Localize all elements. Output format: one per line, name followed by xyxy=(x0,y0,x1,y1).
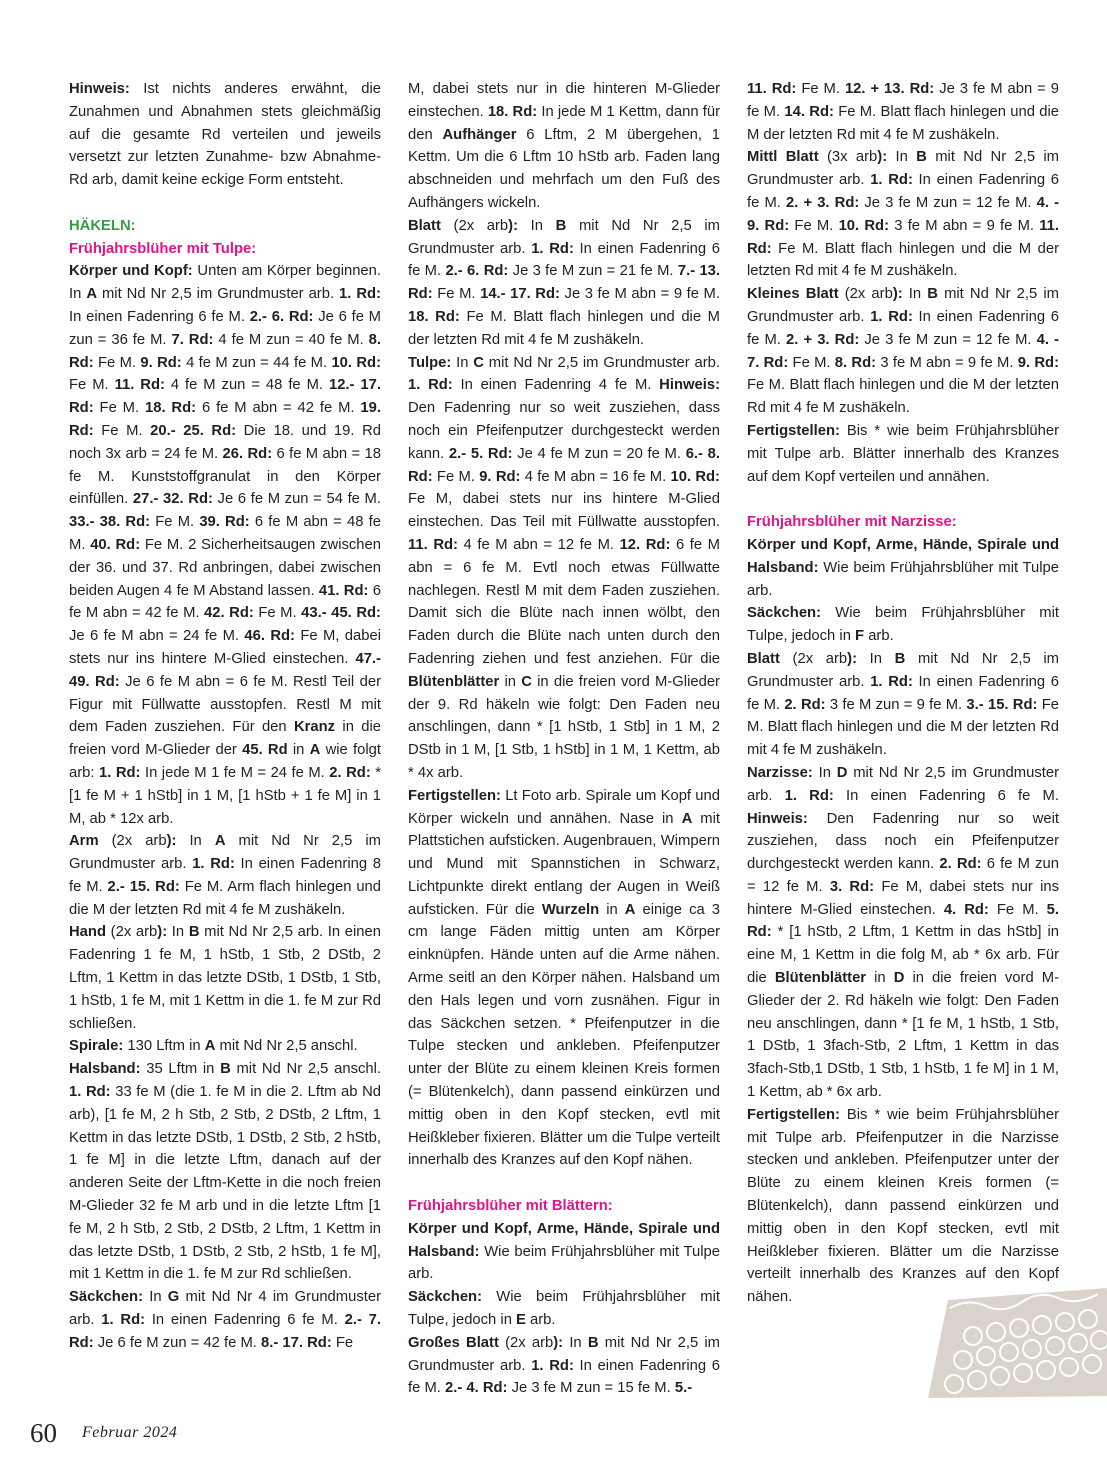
paragraph: Frühjahrsblüher mit Narzisse: xyxy=(747,514,957,531)
lace-decoration xyxy=(928,1288,1107,1398)
paragraph: Halsband: 35 Lftm in B mit Nd Nr 2,5 anschl. 1. Rd: 33 fe M (die 1. fe M in die 2. Lftm ab Nd arb), [1 fe M, 2 h Stb, 2 Stb, 2 DStb, 2 Lftm, 1 Kettm in das letzte DStb, 1 DStb, 2 Stb, 2 hStb, 1 fe M] in die letzte Lftm, danach auf der anderen Seite der Lftm-Kette in die noch freien M-Glieder 32 fe M arb und in die letzte Lftm [1 fe M, 2 h Stb, 2 Stb, 2 DStb, 2 Lftm, 1 Kettm in das letzte DStb, 1 DStb, 2 Stb, 2 hStb, 1 fe M], mit 1 Kettm in die 1. fe M zur Rd schließen. xyxy=(69,1061,381,1283)
paragraph: Fertigstellen: Bis * wie beim Frühjahrsblüher mit Tulpe arb. Blätter innerhalb des Kranzes auf dem Kopf verteilen und annähen. xyxy=(747,422,1059,485)
paragraph: Tulpe: In C mit Nd Nr 2,5 im Grundmuster arb. 1. Rd: In einen Fadenring 4 fe M. Hinweis: Den Fadenring nur so weit zusziehen, dass noch ein Pfeifenputzer durchgesteckt werden kann. 2.- 5. Rd: Je 4 fe M zun = 20 fe M. 6.- 8. Rd: Fe M. 9. Rd: 4 fe M abn = 16 fe M. 10. Rd: Fe M, dabei stets nur ins hintere M-Glied einstechen. Das Teil mit Füllwatte ausstopfen. 11. Rd: 4 fe M abn = 12 fe M. 12. Rd: 6 fe M abn = 6 fe M. Evtl noch etwas Füllwatte nachlegen. Restl M mit dem Faden zusziehen. Damit sich die Blüte nach innen wölbt, den Faden durch die Blüte nach unten durch den Fadenring ziehen und fest anziehen. Für die Blütenblätter in C in die freien vord M-Glieder der 9. Rd häkeln wie folgt: Den Faden neu anschlingen, dann * [1 hStb, 1 Stb] in 1 M, 2 DStb in 1 M, [1 Stb, 1 hStb] in 1 M, 1 Kettm, ab * 4x arb. xyxy=(408,354,720,781)
text-column-3 xyxy=(747,78,1059,1309)
paragraph: Hinweis: Ist nichts anderes erwähnt, die Zunahmen und Abnahmen stets gleichmäßig auf die gesamte Rd verteilen und jeweils versetzt zur letzten Zunahme- bzw Abnahme-Rd arb, damit keine eckige Form entsteht. xyxy=(69,81,381,189)
paragraph: Fertigstellen: Lt Foto arb. Spirale um Kopf und Körper wickeln und annähen. Nase in A mit Plattstichen aufsticken. Augenbrauen, Wimpern und Mund mit Spannstichen in Schwarz, Lichtpunkte direkt entlang der Augen in Weiß aufsticken. Für die Wurzeln in A einige ca 3 cm lange Fäden mittig unten am Körper einknüpfen. Hände unten auf die Arme nähen. Arme seitl an den Körper nähen. Halsband um den Hals legen und vorn zusnähen. Figur in das Säckchen setzen. * Pfeifenputzer in die Tulpe stecken und ankleben. Pfeifenputzer unter der Blüte zu einem kleinen Kreis formen (= Blütenkelch), dann passend einkürzen und mittig oben in den Kopf stecken, evtl mit Heißkleber fixieren. Blätter um die Tulpe verteilt innerhalb des Kranzes auf den Kopf nähen. xyxy=(408,787,721,1169)
paragraph: HÄKELN: xyxy=(69,217,136,234)
paragraph: Frühjahrsblüher mit Tulpe: xyxy=(69,240,257,257)
paragraph: 11. Rd: Fe M. 12. + 13. Rd: Je 3 fe M abn = 9 fe M. 14. Rd: Fe M. Blatt flach hinlegen und die M der letzten Rd mit 4 fe M zushäkeln. xyxy=(747,81,1059,143)
paragraph: Frühjahrsblüher mit Blättern: xyxy=(408,1198,613,1215)
paragraph: Hand (2x arb): In B mit Nd Nr 2,5 arb. In einen Fadenring 1 fe M, 1 hStb, 1 Stb, 2 DStb, 2 Lftm, 1 Kettm in das letzte DStb, 1 DStb, 1 Stb, 1 hStb, 1 fe M, mit 1 Kettm in die 1. fe M zur Rd schließen. xyxy=(69,924,382,1032)
paragraph: Körper und Kopf, Arme, Hände, Spirale und Halsband: Wie beim Frühjahrsblüher mit Tulpe arb. xyxy=(408,1220,720,1283)
paragraph: Mittl Blatt (3x arb): In B mit Nd Nr 2,5 im Grundmuster arb. 1. Rd: In einen Fadenring 6 fe M. 2. + 3. Rd: Je 3 fe M zun = 12 fe M. 4. - 9. Rd: Fe M. 10. Rd: 3 fe M abn = 9 fe M. 11. Rd: Fe M. Blatt flach hinlegen und die M der letzten Rd mit 4 fe M zushäkeln. xyxy=(747,149,1060,280)
paragraph: M, dabei stets nur in die hinteren M-Glieder einstechen. 18. Rd: In jede M 1 Kettm, dann für den Aufhänger 6 Lftm, 2 M übergehen, 1 Kettm. Um die 6 Lftm 10 hStb arb. Faden lang abschneiden und mehrfach um den Fuß des Aufhängers wickeln. xyxy=(408,81,721,211)
paragraph: Blatt (2x arb): In B mit Nd Nr 2,5 im Grundmuster arb. 1. Rd: In einen Fadenring 6 fe M. 2.- 6. Rd: Je 3 fe M zun = 21 fe M. 7.- 13. Rd: Fe M. 14.- 17. Rd: Je 3 fe M abn = 9 fe M. 18. Rd: Fe M. Blatt flach hinlegen und die M der letzten Rd mit 4 fe M zushäkeln. xyxy=(408,217,721,348)
paragraph: Großes Blatt (2x arb): In B mit Nd Nr 2,5 im Grundmuster arb. 1. Rd: In einen Fadenring 6 fe M. 2.- 4. Rd: Je 3 fe M zun = 15 fe M. 5.- xyxy=(408,1334,720,1397)
paragraph: Spirale: 130 Lftm in A mit Nd Nr 2,5 anschl. xyxy=(69,1038,358,1055)
issue-date: Februar 2024 xyxy=(82,1424,178,1441)
page-number: 60 xyxy=(30,1418,57,1448)
paragraph: Arm (2x arb): In A mit Nd Nr 2,5 im Grundmuster arb. 1. Rd: In einen Fadenring 8 fe M. 2.- 15. Rd: Fe M. Arm flach hinlegen und die M der letzten Rd mit 4 fe M zushäkeln. xyxy=(69,833,382,918)
paragraph: Körper und Kopf, Arme, Hände, Spirale und Halsband: Wie beim Frühjahrsblüher mit Tulpe arb. xyxy=(747,536,1059,599)
paragraph: Blatt (2x arb): In B mit Nd Nr 2,5 im Grundmuster arb. 1. Rd: In einen Fadenring 6 fe M. 2. Rd: 3 fe M zun = 9 fe M. 3.- 15. Rd: Fe M. Blatt flach hinlegen und die M der letzten Rd mit 4 fe M zushäkeln. xyxy=(747,650,1060,759)
paragraph: Fertigstellen: Bis * wie beim Frühjahrsblüher mit Tulpe arb. Pfeifenputzer in die Narzisse stecken und ankleben. Pfeifenputzer unter der Blüte zu einem kleinen Kreis formen (= Blütenkelch), dann passend einkürzen und mittig oben in den Kopf stecken, evtl mit Heißkleber fixieren. Blätter um die Narzisse verteilt innerhalb des Kranzes auf den Kopf nähen. xyxy=(747,1106,1059,1306)
paragraph: Kleines Blatt (2x arb): In B mit Nd Nr 2,5 im Grundmuster arb. 1. Rd: In einen Fadenring 6 fe M. 2. + 3. Rd: Je 3 fe M zun = 12 fe M. 4. - 7. Rd: Fe M. 8. Rd: 3 fe M abn = 9 fe M. 9. Rd: Fe M. Blatt flach hinlegen und die M der letzten Rd mit 4 fe M zushäkeln. xyxy=(747,286,1059,417)
paragraph: Narzisse: In D mit Nd Nr 2,5 im Grundmuster arb. 1. Rd: In einen Fadenring 6 fe M. Hinweis: Den Fadenring nur so weit zusziehen, dass noch ein Pfeifenputzer durchgesteckt werden kann. 2. Rd: 6 fe M zun = 12 fe M. 3. Rd: Fe M, dabei stets nur ins hintere M-Glied einstechen. 4. Rd: Fe M. 5. Rd: * [1 hStb, 2 Lftm, 1 Kettm in das hStb] in eine M, 1 Kettm in die folg M, ab * 6x arb. Für die Blütenblätter in D in die freien vord M-Glieder der 2. Rd häkeln wie folgt: Den Faden neu anschlingen, dann * [1 fe M, 1 hStb, 1 Stb, 1 DStb, 1 3fach-Stb, 2 Lftm, 1 Kettm in das 3fach-Stb,1 DStb, 1 Stb, 1 hStb, 1 fe M] in 1 M, 1 Kettm, ab * 6x arb. xyxy=(747,764,1060,1101)
paragraph: Säckchen: Wie beim Frühjahrsblüher mit Tulpe, jedoch in E arb. xyxy=(408,1289,720,1329)
text-column-2 xyxy=(408,78,720,1400)
paragraph: Körper und Kopf: Unten am Körper beginnen. In A mit Nd Nr 2,5 im Grundmuster arb. 1. Rd: In einen Fadenring 6 fe M. 2.- 6. Rd: Je 6 fe M zun = 36 fe M. 7. Rd: 4 fe M zun = 40 fe M. 8. Rd: Fe M. 9. Rd: 4 fe M zun = 44 fe M. 10. Rd: Fe M. 11. Rd: 4 fe M zun = 48 fe M. 12.- 17. Rd: Fe M. 18. Rd: 6 fe M abn = 42 fe M. 19. Rd: Fe M. 20.- 25. Rd: Die 18. und 19. Rd noch 3x arb = 24 fe M. 26. Rd: 6 fe M abn = 18 fe M. Kunststoffgranulat in den Körper einfüllen. 27.- 32. Rd: Je 6 fe M zun = 54 fe M. 33.- 38. Rd: Fe M. 39. Rd: 6 fe M abn = 48 fe M. 40. Rd: Fe M. 2 Sicherheitsaugen zwischen der 36. und 37. Rd anbringen, dabei zwischen beiden Augen 4 fe M Abstand lassen. 41. Rd: 6 fe M abn = 42 fe M. 42. Rd: Fe M. 43.- 45. Rd: Je 6 fe M abn = 24 fe M. 46. Rd: Fe M, dabei stets nur ins hintere M-Glied einstechen. 47.- 49. Rd: Je 6 fe M abn = 6 fe M. Restl Teil der Figur mit Füllwatte ausstopfen. Restl M mit dem Faden zusziehen. Für den Kranz in die freien vord M-Glieder der 45. Rd in A wie folgt arb: 1. Rd: In jede M 1 fe M = 24 fe M. 2. Rd: * [1 fe M + 1 hStb] in 1 M, [1 hStb + 1 fe M] in 1 M, ab * 12x arb. xyxy=(69,263,382,827)
text-column-1 xyxy=(69,78,381,1355)
paragraph: Säckchen: Wie beim Frühjahrsblüher mit Tulpe, jedoch in F arb. xyxy=(747,605,1059,645)
paragraph: Säckchen: In G mit Nd Nr 4 im Grundmuster arb. 1. Rd: In einen Fadenring 6 fe M. 2.- 7. Rd: Je 6 fe M zun = 42 fe M. 8.- 17. Rd: Fe xyxy=(69,1289,382,1351)
